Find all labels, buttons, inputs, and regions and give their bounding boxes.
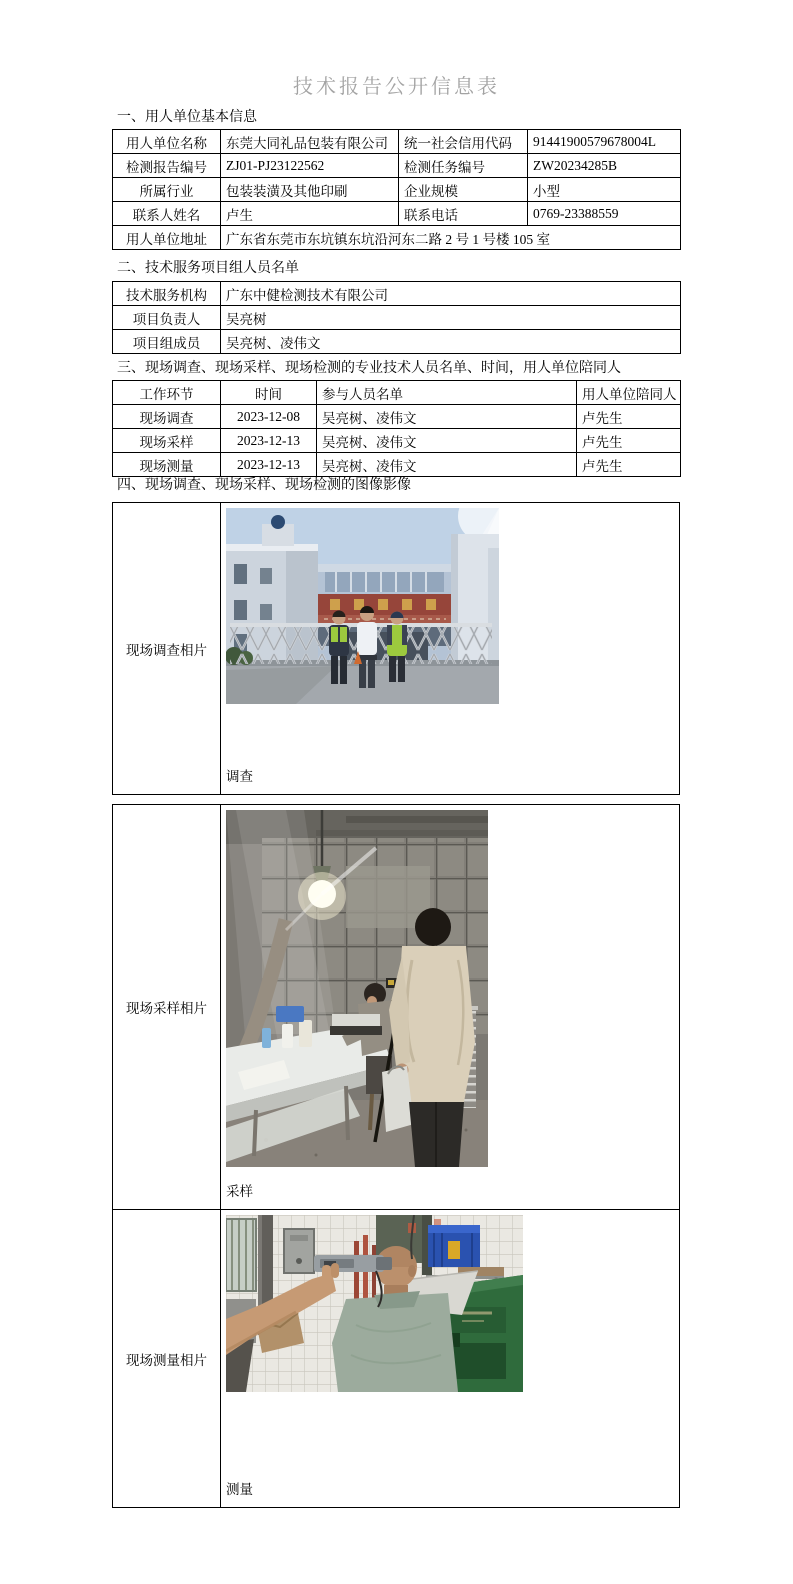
field-label: 项目组成员 — [113, 330, 221, 354]
photo-caption: 采样 — [226, 1184, 253, 1199]
field-value: 卢生 — [221, 202, 399, 226]
table-row — [113, 330, 681, 354]
page-title: 技术报告公开信息表 — [293, 76, 500, 98]
table-row — [113, 226, 681, 250]
project-team-table — [112, 281, 681, 354]
field-label: 现场测量相片 — [113, 1210, 221, 1507]
window — [226, 1219, 256, 1291]
people — [329, 606, 407, 688]
field-value: 广东中健检测技术有限公司 — [221, 282, 681, 306]
field-value: 91441900579678004L — [528, 130, 681, 154]
table-row — [113, 429, 681, 453]
field-label: 项目负责人 — [113, 306, 221, 330]
section4-heading: 四、现场调查、现场采样、现场检测的图像影像 — [117, 478, 411, 493]
field-label: 所属行业 — [113, 178, 221, 202]
work-step: 现场采样 — [113, 429, 221, 453]
table-row — [113, 154, 681, 178]
escort: 卢先生 — [577, 405, 681, 429]
field-label: 检测任务编号 — [399, 154, 528, 178]
table-row — [113, 130, 681, 154]
site-sampling-photo-illustration — [226, 810, 488, 1167]
field-label: 现场采样相片 — [113, 805, 221, 1209]
work-date: 2023-12-08 — [221, 405, 317, 429]
table-row — [113, 202, 681, 226]
field-label: 企业规模 — [399, 178, 528, 202]
photo-caption: 测量 — [226, 1482, 253, 1497]
field-value: 包装装潢及其他印刷 — [221, 178, 399, 202]
work-step: 现场测量 — [113, 453, 221, 477]
survey-photo-row — [112, 502, 680, 795]
work-step: 现场调查 — [113, 405, 221, 429]
water-bottle — [262, 1028, 271, 1048]
site-survey-photo — [226, 508, 674, 704]
field-value: 广东省东莞市东坑镇东坑沿河东二路 2 号 1 号楼 105 室 — [221, 226, 681, 250]
field-label: 联系人姓名 — [113, 202, 221, 226]
survey-photo-cell — [221, 503, 679, 794]
site-measurement-photo-illustration — [226, 1215, 523, 1392]
measurement-photo-row — [112, 1209, 680, 1508]
escort: 卢先生 — [577, 453, 681, 477]
work-date: 2023-12-13 — [221, 453, 317, 477]
measurement-photo-cell — [221, 1210, 679, 1507]
column-header: 参与人员名单 — [317, 381, 577, 405]
section2-heading: 二、技术服务项目组人员名单 — [117, 261, 299, 276]
field-label: 统一社会信用代码 — [399, 130, 528, 154]
table-row — [113, 178, 681, 202]
field-label: 用人单位名称 — [113, 130, 221, 154]
participants: 吴亮树、凌伟文 — [317, 429, 577, 453]
field-label: 技术服务机构 — [113, 282, 221, 306]
wall-box — [284, 1229, 314, 1273]
escort: 卢先生 — [577, 429, 681, 453]
section3-heading: 三、现场调查、现场采样、现场检测的专业技术人员名单、时间，用人单位陪同人 — [117, 361, 621, 376]
field-value: ZW20234285B — [528, 154, 681, 178]
sampling-photo-row — [112, 804, 680, 1210]
column-header: 工作环节 — [113, 381, 221, 405]
table-row — [113, 453, 681, 477]
table-device — [332, 1014, 380, 1027]
field-label: 用人单位地址 — [113, 226, 221, 250]
table-row — [113, 405, 681, 429]
site-work-table — [112, 380, 681, 477]
field-value: ZJ01-PJ23122562 — [221, 154, 399, 178]
table-row — [113, 306, 681, 330]
participants: 吴亮树、凌伟文 — [317, 453, 577, 477]
field-value: 东莞大同礼品包装有限公司 — [221, 130, 399, 154]
section1-heading: 一、用人单位基本信息 — [117, 110, 257, 125]
site-survey-photo-illustration — [226, 508, 499, 704]
table-header-row — [113, 381, 681, 405]
field-label: 联系电话 — [399, 202, 528, 226]
sampling-photo-cell — [221, 805, 679, 1209]
employer-info-table — [112, 129, 681, 250]
table-row — [113, 282, 681, 306]
field-value: 小型 — [528, 178, 681, 202]
field-value: 吴亮树、凌伟文 — [221, 330, 681, 354]
column-header: 用人单位陪同人 — [577, 381, 681, 405]
work-date: 2023-12-13 — [221, 429, 317, 453]
field-value: 吴亮树 — [221, 306, 681, 330]
participants: 吴亮树、凌伟文 — [317, 405, 577, 429]
field-label: 检测报告编号 — [113, 154, 221, 178]
blue-bin — [428, 1225, 480, 1267]
column-header: 时间 — [221, 381, 317, 405]
field-value: 0769-23388559 — [528, 202, 681, 226]
blue-box — [276, 1006, 304, 1022]
photo-caption: 调查 — [226, 769, 253, 784]
field-label: 现场调查相片 — [113, 503, 221, 794]
site-measurement-photo — [226, 1215, 674, 1392]
site-sampling-photo — [226, 810, 674, 1167]
